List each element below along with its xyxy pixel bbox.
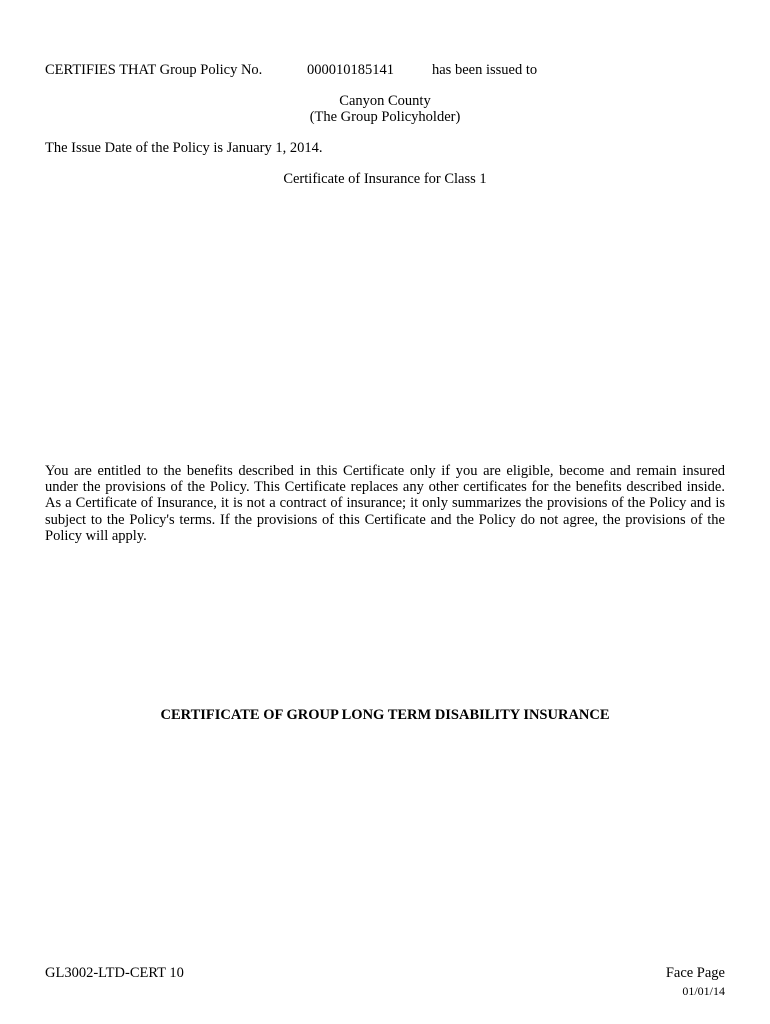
- class-text: Certificate of Insurance for Class 1: [283, 171, 487, 187]
- policyholder-name: Canyon County: [339, 93, 431, 109]
- document-title: CERTIFICATE OF GROUP LONG TERM DISABILITY INSURANCE: [160, 707, 610, 723]
- certificate-body-paragraph: You are entitled to the benefits described in this Certificate only if you are eligible, become and remain insured under the provisions of the Policy. This Certificate replaces any other certificates for the benefits described inside. As a Certificate of Insurance, it is not a contract of insurance; it only summarizes the provisions of the Policy and is subject to the Policy's terms. If the provisions of this Certificate and the Policy do not agree, the provisions of the Policy will apply.: [45, 463, 725, 544]
- policy-number: 000010185141: [307, 62, 394, 78]
- issued-to-text: has been issued to: [432, 62, 538, 78]
- footer-page-label: Face Page: [665, 965, 725, 981]
- certifies-label: CERTIFIES THAT Group Policy No.: [45, 62, 263, 78]
- footer-form-date: 01/01/14: [682, 984, 725, 998]
- policyholder-role: (The Group Policyholder): [309, 109, 461, 125]
- issue-date-text: The Issue Date of the Policy is January 1, 2014.: [45, 140, 323, 156]
- footer-form-number: GL3002-LTD-CERT 10: [45, 965, 184, 981]
